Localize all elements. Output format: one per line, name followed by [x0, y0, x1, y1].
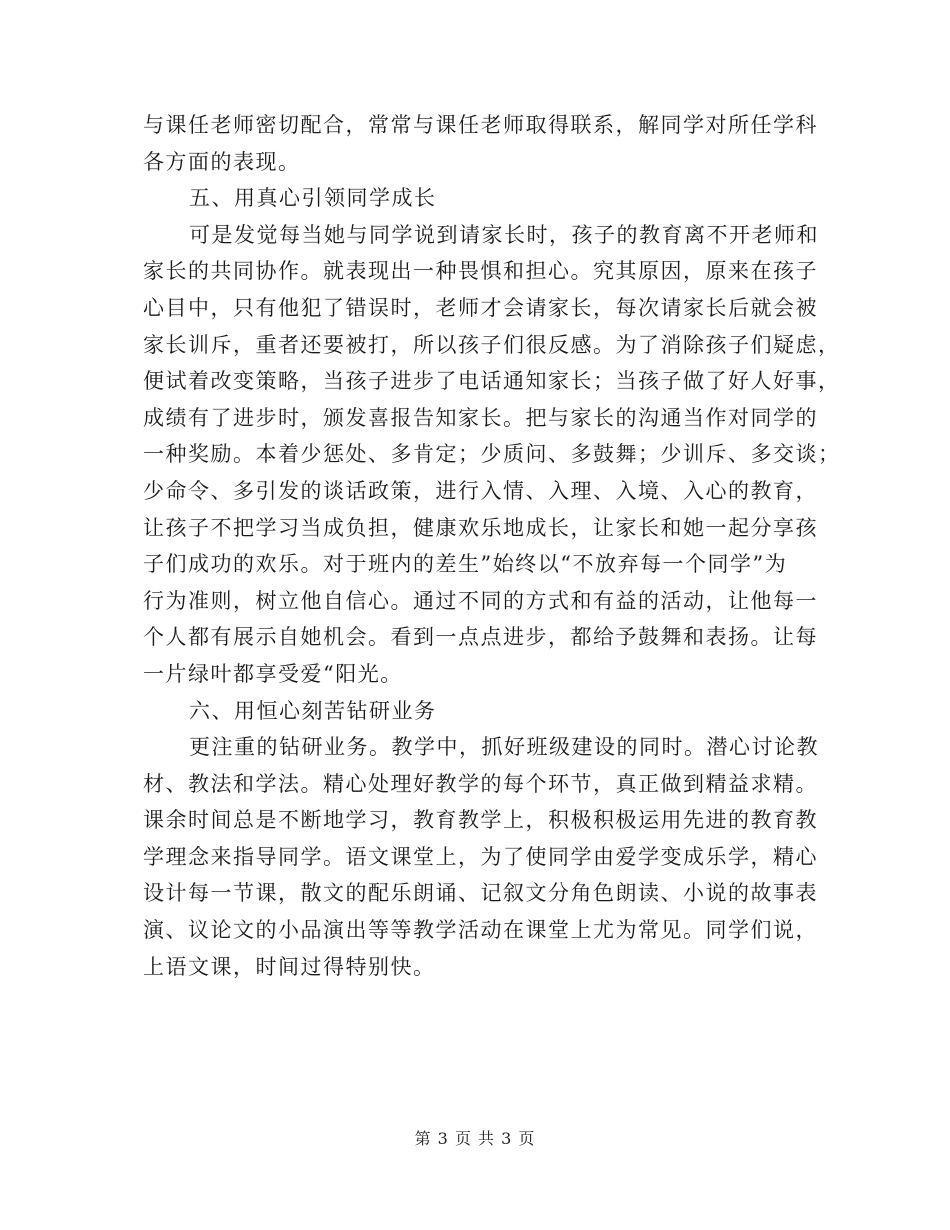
text-line: 心目中，只有他犯了错误时，老师才会请家长，每次请家长后就会被	[143, 295, 818, 320]
text-line: 家长的共同协作。就表现出一种畏惧和担心。究其原因，原来在孩子	[143, 259, 818, 284]
text-line: 材、教法和学法。精心处理好教学的每个环节，真正做到精益求精。	[143, 771, 818, 796]
text-line: 各方面的表现。	[143, 149, 301, 174]
text-line: 行为准则，树立他自信心。通过不同的方式和有益的活动，让他每一	[143, 588, 818, 613]
text-line: 一种奖励。本着少惩处、多肯定；少质问、多鼓舞；少训斥、多交谈；	[143, 442, 841, 467]
text-line: 子们成功的欢乐。对于班内的差生”始终以“不放弃每一个同学”为	[143, 552, 788, 577]
text-line: 演、议论文的小品演出等等教学活动在课堂上尤为常见。同学们说，	[143, 918, 818, 943]
text-line: 个人都有展示自她机会。看到一点点进步，都给予鼓舞和表扬。让每	[143, 625, 818, 650]
page-footer: 第 3 页 共 3 页	[414, 1129, 536, 1148]
text-line: 六、用恒心刻苦钻研业务	[189, 698, 437, 723]
text-line: 一片绿叶都享受爱“阳光。	[143, 661, 403, 686]
text-line: 更注重的钻研业务。教学中，抓好班级建设的同时。潜心讨论教	[189, 735, 819, 760]
text-line: 课余时间总是不断地学习，教育教学上，积极积极运用先进的教育教	[143, 808, 818, 833]
text-line: 成绩有了进步时，颁发喜报告知家长。把与家长的沟通当作对同学的	[143, 405, 818, 430]
text-line: 可是发觉每当她与同学说到请家长时，孩子的教育离不开老师和	[189, 222, 819, 247]
text-line: 五、用真心引领同学成长	[189, 186, 437, 211]
text-line: 让孩子不把学习当成负担，健康欢乐地成长，让家长和她一起分享孩	[143, 515, 818, 540]
text-line: 家长训斥，重者还要被打，所以孩子们很反感。为了消除孩子们疑虑，	[143, 332, 841, 357]
text-line: 设计每一节课，散文的配乐朗诵、记叙文分角色朗读、小说的故事表	[143, 881, 818, 906]
text-line: 学理念来指导同学。语文课堂上，为了使同学由爱学变成乐学，精心	[143, 844, 818, 869]
document-body	[143, 107, 841, 985]
text-line: 上语文课，时间过得特别快。	[143, 954, 436, 979]
text-line: 少命令、多引发的谈话政策，进行入情、入理、入境、入心的教育，	[143, 478, 818, 503]
text-line: 便试着改变策略，当孩子进步了电话通知家长；当孩子做了好人好事，	[143, 369, 841, 394]
text-line: 与课任老师密切配合，常常与课任老师取得联系，解同学对所任学科	[143, 113, 818, 137]
